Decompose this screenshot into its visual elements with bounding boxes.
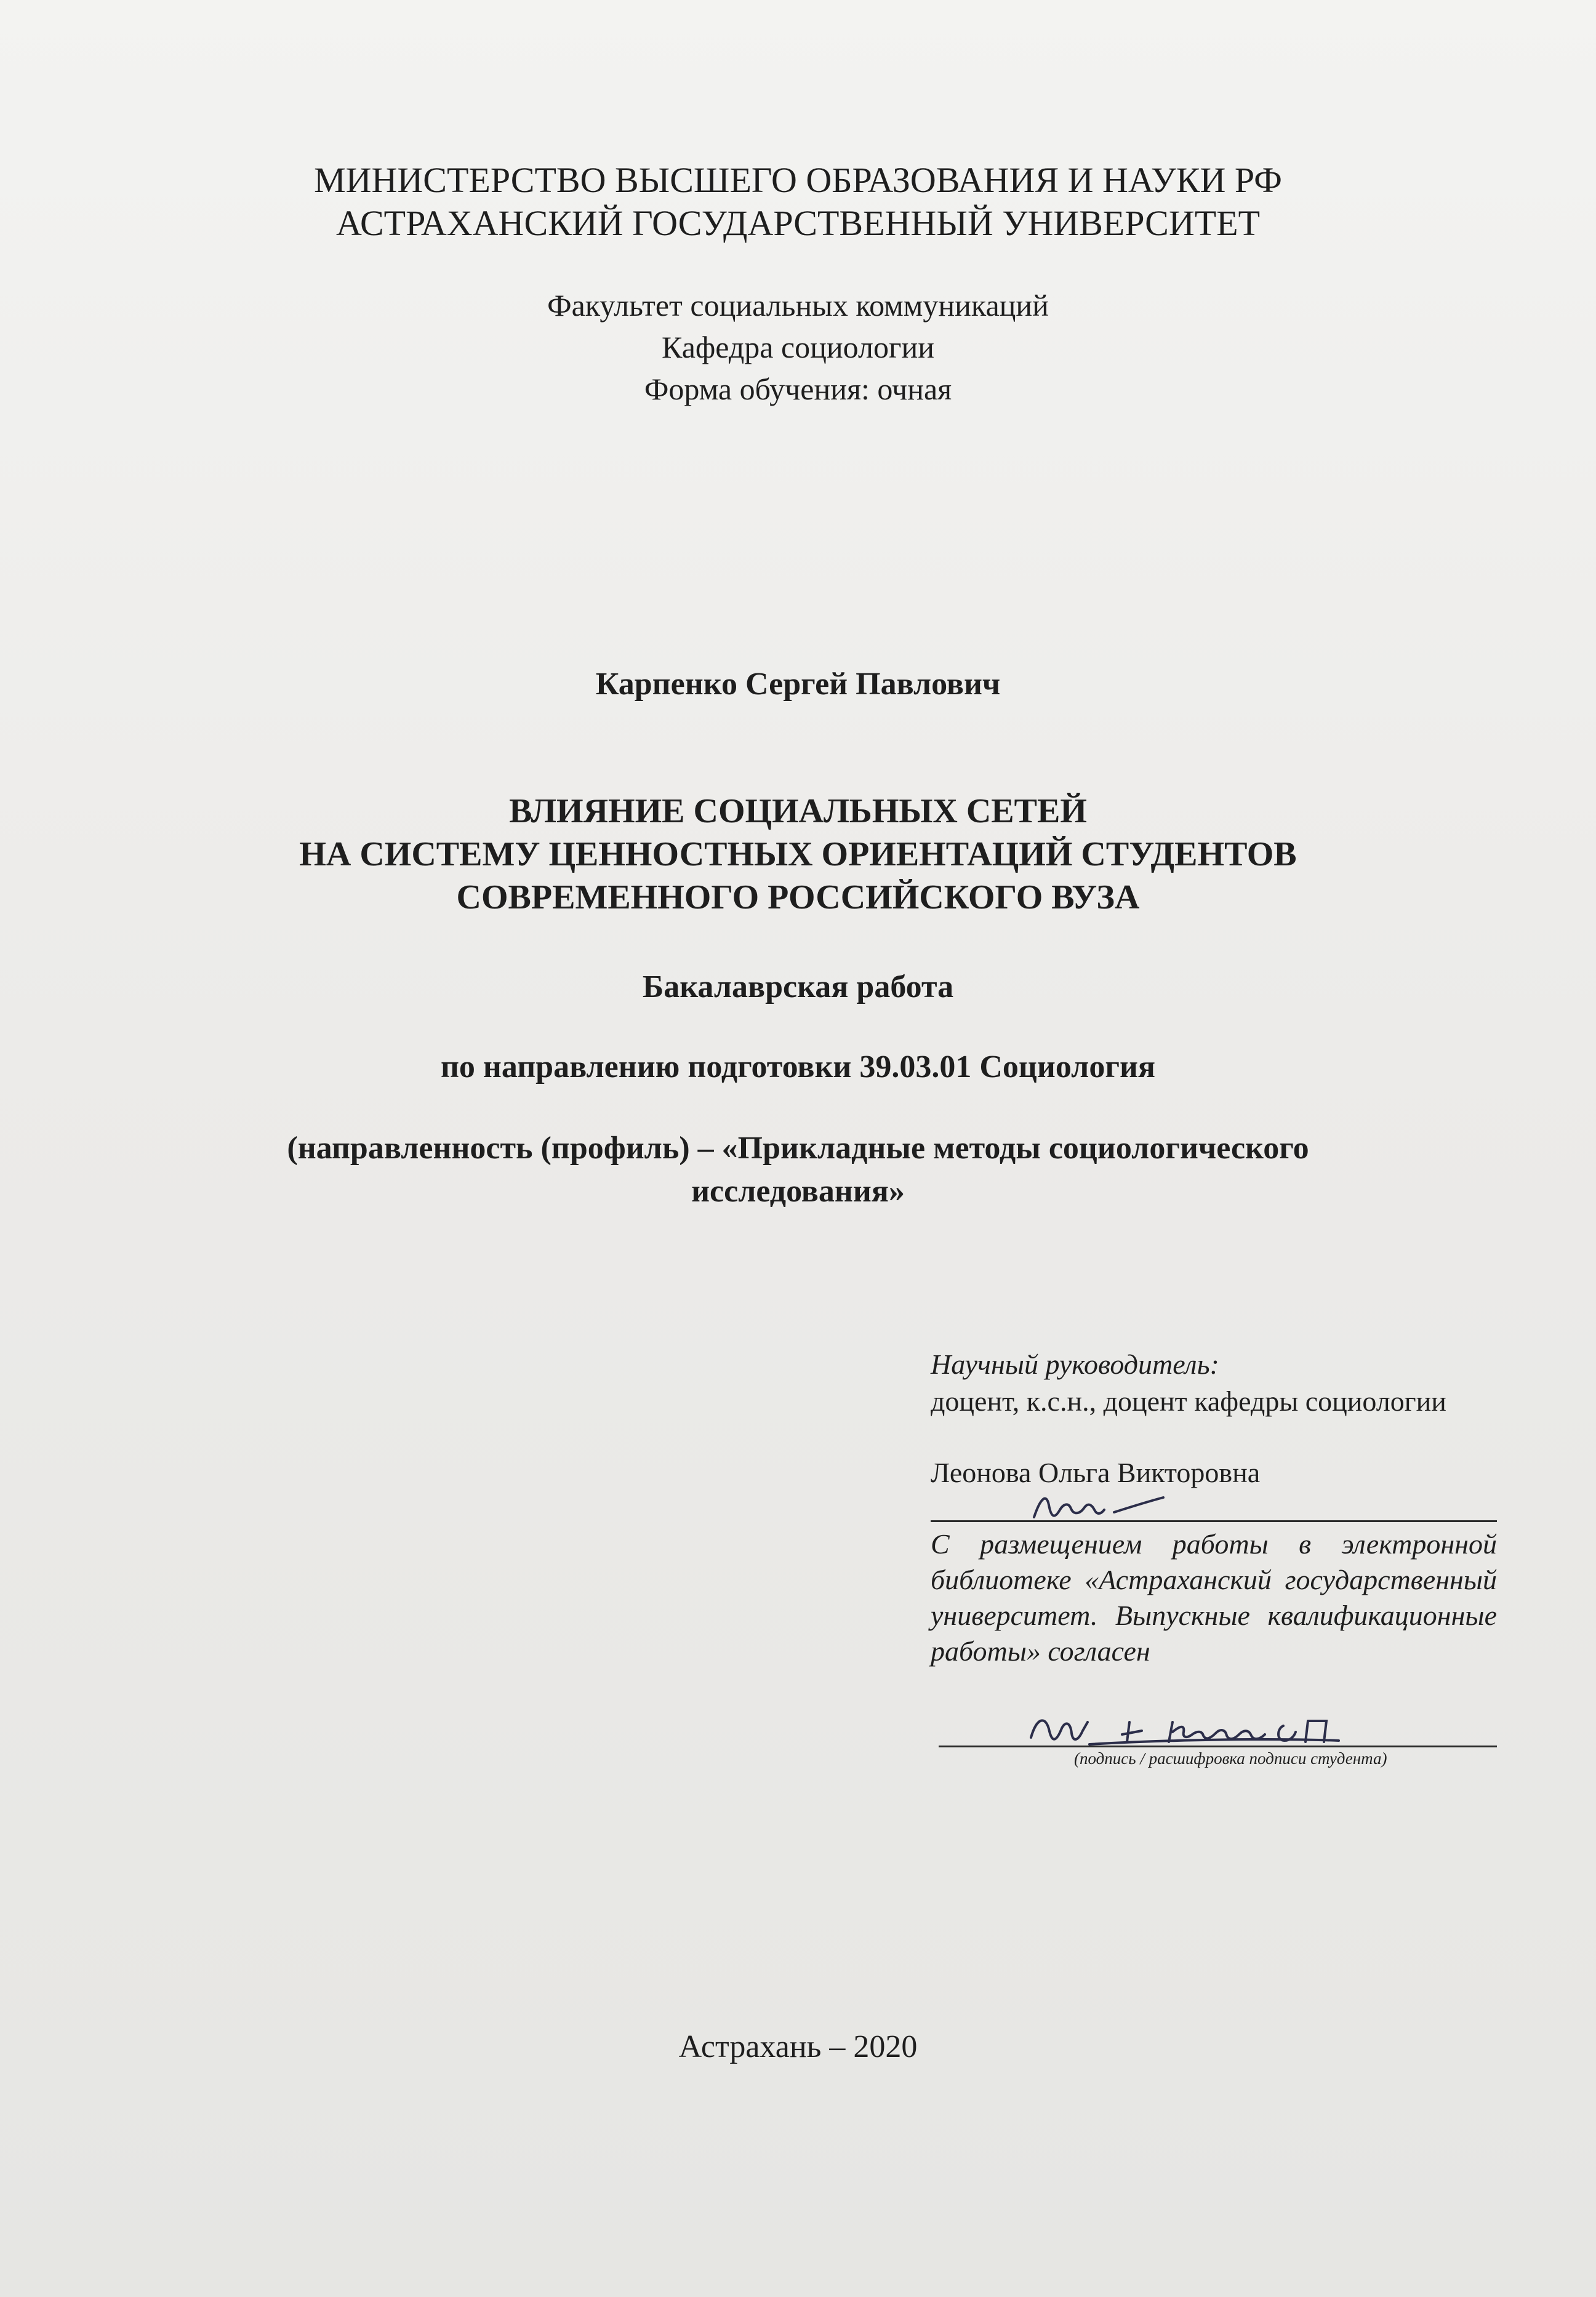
supervisor-position: доцент, к.с.н., доцент кафедры социологии [931, 1385, 1446, 1417]
supervisor-label: Научный руководитель: [931, 1349, 1219, 1380]
supervisor-signature [1028, 1480, 1169, 1529]
thesis-title-line: ВЛИЯНИЕ СОЦИАЛЬНЫХ СЕТЕЙ [509, 792, 1087, 830]
author-name [0, 663, 1596, 706]
work-type-text: Бакалаврская работа [642, 969, 954, 1004]
thesis-title [0, 790, 1596, 919]
department-name: Кафедра социологии [662, 330, 934, 364]
city-year-text: Астрахань – 2020 [678, 2029, 918, 2064]
study-direction [0, 1046, 1596, 1089]
author-name-text: Карпенко Сергей Павлович [595, 667, 1001, 702]
supervisor-signature-line [931, 1520, 1497, 1522]
study-form: Форма обучения: очная [644, 372, 952, 406]
city-year [0, 2026, 1596, 2069]
thesis-title-line: НА СИСТЕМУ ЦЕННОСТНЫХ ОРИЕНТАЦИЙ СТУДЕНТОВ [299, 835, 1297, 873]
work-type [0, 966, 1596, 1009]
faculty-info [0, 284, 1596, 410]
study-profile-line: исследования» [691, 1174, 905, 1209]
library-consent: С размещением работы в электронной библиотеке «Астраханский государственный университет. Выпускные квалификационные работы» согласен [931, 1528, 1497, 1667]
institution-header [0, 159, 1596, 245]
signature-caption: (подпись / расшифровка подписи студента) [1074, 1749, 1387, 1768]
university-name: АСТРАХАНСКИЙ ГОСУДАРСТВЕННЫЙ УНИВЕРСИТЕТ [335, 203, 1261, 243]
student-signature-line [939, 1746, 1497, 1747]
study-profile-line: (направленность (профиль) – «Прикладные методы социологического [287, 1131, 1309, 1166]
supervisor-name: Леонова Ольга Викторовна [931, 1457, 1261, 1488]
study-profile [0, 1127, 1596, 1213]
study-direction-text: по направлению подготовки 39.03.01 Социология [440, 1049, 1156, 1084]
thesis-title-line: СОВРЕМЕННОГО РОССИЙСКОГО ВУЗА [456, 878, 1140, 916]
ministry-name: МИНИСТЕРСТВО ВЫСШЕГО ОБРАЗОВАНИЯ И НАУКИ РФ [314, 160, 1282, 200]
faculty-name: Факультет социальных коммуникаций [547, 288, 1049, 323]
